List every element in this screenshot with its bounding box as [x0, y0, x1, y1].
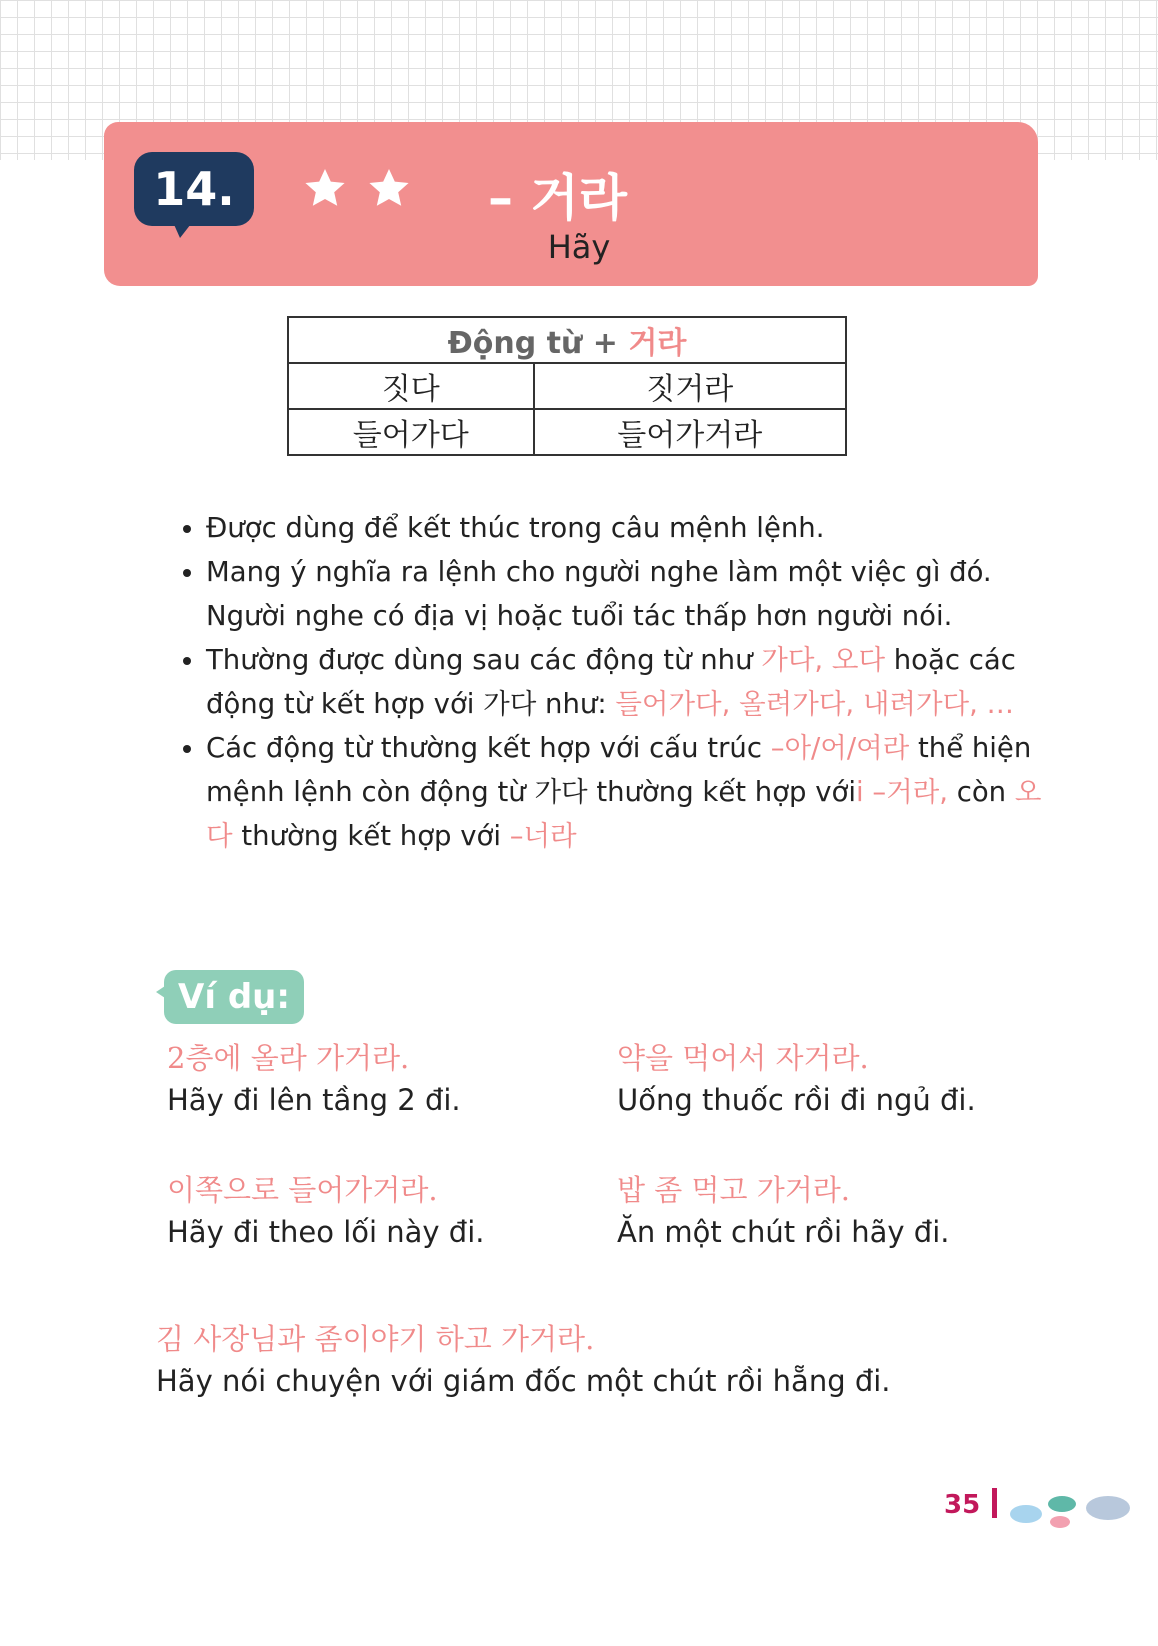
lesson-number: 14. [153, 162, 235, 216]
conjugation-header: Động từ + 거라 [288, 317, 846, 363]
page-number: 35 [944, 1490, 981, 1520]
example-vietnamese: Uống thuốc rồi đi ngủ đi. [617, 1083, 976, 1117]
list-item: • Mang ý nghĩa ra lệnh cho người nghe làm một việc gì đó. Người nghe có địa vị hoặc tuổi tác thấp hơn người nói. [206, 550, 1046, 638]
grammar-pattern: – 거라 [488, 169, 628, 227]
example-korean: 이쪽으로 들어가거라. [167, 1173, 438, 1207]
example-korean: 밥 좀 먹고 가거라. [617, 1173, 850, 1207]
conjugation-table [287, 316, 847, 456]
example-korean: 약을 먹어서 자거라. [617, 1041, 869, 1075]
page-number-divider [992, 1488, 997, 1518]
list-item: • Được dùng để kết thúc trong câu mệnh lệnh. [206, 506, 1046, 550]
table-cell: 들어가거라 [534, 409, 846, 455]
table-cell: 짓다 [288, 363, 534, 409]
table-cell: 들어가다 [288, 409, 534, 455]
example-4 [617, 1169, 949, 1253]
example-3 [167, 1169, 485, 1253]
example-vietnamese: Hãy đi lên tầng 2 đi. [167, 1083, 461, 1117]
star-icon [300, 165, 350, 213]
example-5 [156, 1318, 891, 1402]
table-cell: 짓거라 [534, 363, 846, 409]
usage-notes [158, 506, 1046, 858]
example-korean: 김 사장님과 좀이야기 하고 가거라. [156, 1322, 595, 1356]
table-row [288, 409, 846, 455]
example-vietnamese: Hãy nói chuyện với giám đốc một chút rồi hẵng đi. [156, 1364, 891, 1398]
example-vietnamese: Hãy đi theo lối này đi. [167, 1215, 485, 1249]
list-item: • Thường được dùng sau các động từ như 가다, 오다 hoặc các động từ kết hợp với 가다 như: 들어가다, 올려가다, 내려가다, … [206, 638, 1046, 726]
lesson-number-badge [134, 152, 254, 226]
grammar-meaning: Hãy [547, 228, 611, 266]
example-korean: 2층에 올라 가거라. [167, 1041, 410, 1075]
example-2 [617, 1037, 976, 1121]
clouds-decoration-icon [1004, 1478, 1140, 1538]
table-row [288, 363, 846, 409]
examples-label: Ví dụ: [164, 970, 304, 1024]
list-item: • Các động từ thường kết hợp với cấu trúc –아/어/여라 thể hiện mệnh lệnh còn động từ 가다 thường kết hợp vớii –거라, còn 오다 thường kết hợp với –너라 [206, 726, 1046, 858]
example-vietnamese: Ăn một chút rồi hãy đi. [617, 1215, 950, 1249]
star-icon [364, 165, 414, 213]
example-1 [167, 1037, 461, 1121]
difficulty-stars [300, 165, 414, 213]
